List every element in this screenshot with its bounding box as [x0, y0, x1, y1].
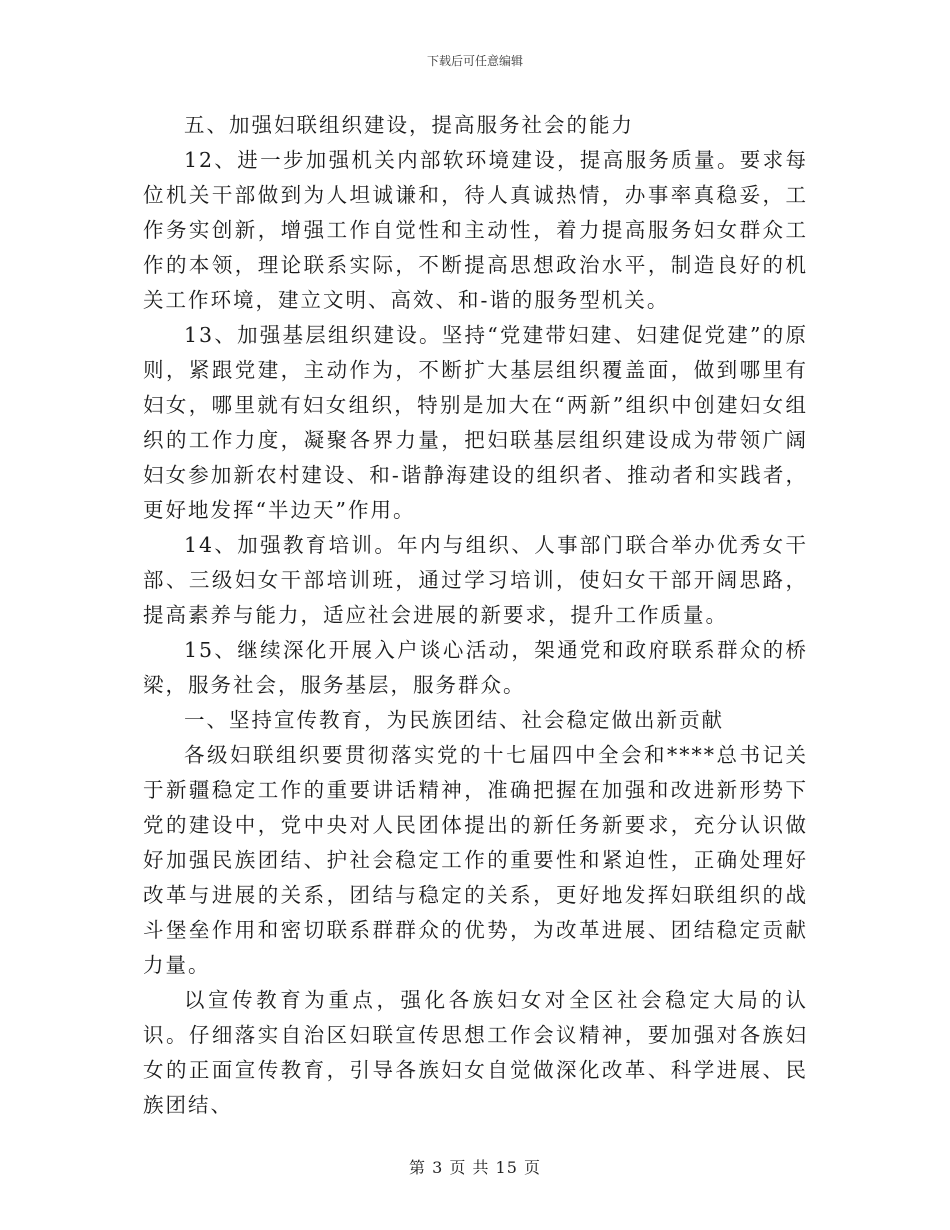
body-paragraph: 以宣传教育为重点，强化各族妇女对全区社会稳定大局的认识。仔细落实自治区妇联宣传思想工作会议精神，要加强对各族妇女的正面宣传教育，引导各族妇女自觉做深化改革、科学进展、民族团结、	[143, 988, 808, 1117]
section-heading-1: 一、坚持宣传教育，为民族团结、社会稳定做出新贡献	[184, 708, 724, 732]
page-footer: 第 3 页 共 15 页	[409, 1158, 541, 1177]
section-heading-5: 五、加强妇联组织建设，提高服务社会的能力	[184, 113, 634, 137]
paragraph-item-13: 13、加强基层组织建设。坚持“党建带妇建、妇建促党建”的原则，紧跟党建，主动作为，不断扩大基层组织覆盖面，做到哪里有妇女，哪里就有妇女组织，特别是加大在“两新”组织中创建妇女组织的工作力度，凝聚各界力量，把妇联基层组织建设成为带领广阔妇女参加新农村建设、和-谐静海建设的组织者、推动者和实践者，更好地发挥“半边天”作用。	[143, 323, 808, 522]
paragraph-item-14: 14、加强教育培训。年内与组织、人事部门联合举办优秀女干部、三级妇女干部培训班，通过学习培训，使妇女干部开阔思路，提高素养与能力，适应社会进展的新要求，提升工作质量。	[143, 533, 808, 627]
body-paragraph: 各级妇联组织要贯彻落实党的十七届四中全会和****总书记关于新疆稳定工作的重要讲话精神，准确把握在加强和改进新形势下党的建设中，党中央对人民团体提出的新任务新要求，充分认识做好加强民族团结、护社会稳定工作的重要性和紧迫性，正确处理好改革与进展的关系，团结与稳定的关系，更好地发挥妇联组织的战斗堡垒作用和密切联系群群众的优势，为改革进展、团结稳定贡献力量。	[143, 743, 808, 977]
paragraph-item-12: 12、进一步加强机关内部软环境建设，提高服务质量。要求每位机关干部做到为人坦诚谦和，待人真诚热情，办事率真稳妥，工作务实创新，增强工作自觉性和主动性，着力提高服务妇女群众工作的本领，理论联系实际，不断提高思想政治水平，制造良好的机关工作环境，建立文明、高效、和-谐的服务型机关。	[143, 148, 808, 312]
paragraph-item-15: 15、继续深化开展入户谈心活动，架通党和政府联系群众的桥梁，服务社会，服务基层，服务群众。	[143, 638, 808, 697]
document-body	[143, 108, 808, 1123]
page-header: 下载后可任意编辑	[426, 54, 523, 68]
